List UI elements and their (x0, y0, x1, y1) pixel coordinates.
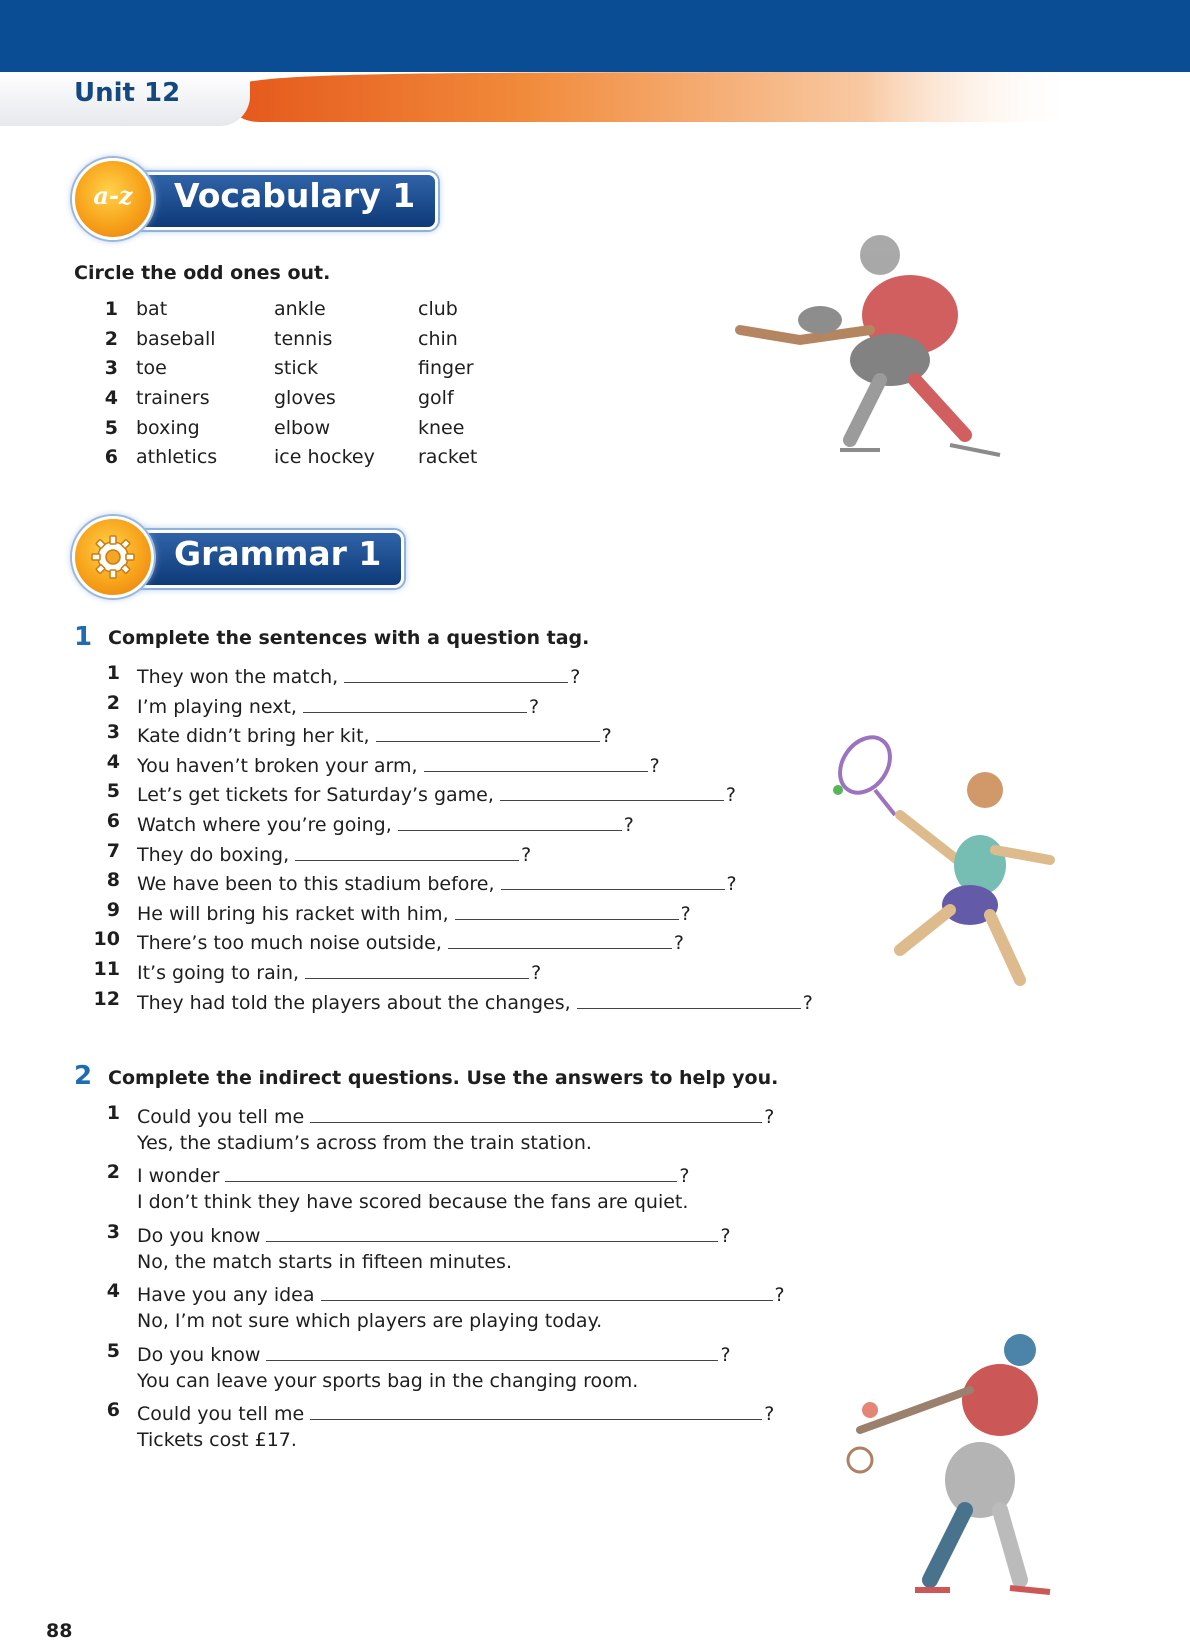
item-number: 4 (104, 387, 118, 409)
sentence-end: ? (601, 725, 612, 747)
question-end: ? (764, 1106, 775, 1128)
item-number: 1 (106, 1102, 120, 1124)
item-number: 8 (106, 869, 120, 891)
az-icon (72, 158, 154, 240)
unit-label: Unit 12 (74, 78, 181, 108)
question-stem: Could you tell me (137, 1106, 305, 1128)
item-number: 11 (93, 958, 120, 980)
exercise-1-number: 1 (74, 622, 93, 652)
sentence-end: ? (531, 962, 542, 984)
tennis-player-illustration (820, 720, 1120, 1020)
word[interactable]: finger (418, 357, 474, 379)
answer-blank[interactable] (455, 899, 679, 920)
item-number: 10 (93, 928, 120, 950)
word[interactable]: elbow (274, 417, 331, 439)
answer-blank[interactable] (424, 751, 648, 772)
answer-hint: You can leave your sports bag in the changing room. (137, 1370, 639, 1392)
exercise-1-instruction: Complete the sentences with a question tag. (108, 627, 590, 649)
word[interactable]: toe (136, 357, 167, 379)
baseball-player-illustration (840, 1320, 1080, 1610)
item-number: 7 (106, 840, 120, 862)
answer-blank[interactable] (225, 1161, 677, 1182)
sentence-text: There’s too much noise outside, (137, 932, 442, 954)
item-number: 6 (106, 810, 120, 832)
answer-blank[interactable] (321, 1280, 773, 1301)
question-stem: Have you any idea (137, 1284, 315, 1306)
item-number: 2 (104, 328, 118, 350)
word[interactable]: athletics (136, 446, 218, 468)
answer-blank[interactable] (303, 692, 527, 713)
sentence-text: You haven’t broken your arm, (137, 755, 418, 777)
sentence-end: ? (725, 784, 736, 806)
answer-blank[interactable] (577, 988, 801, 1009)
word[interactable]: golf (418, 387, 454, 409)
item-number: 4 (106, 1280, 120, 1302)
word[interactable]: boxing (136, 417, 200, 439)
answer-blank[interactable] (310, 1399, 762, 1420)
answer-blank[interactable] (344, 662, 568, 683)
word[interactable]: tennis (274, 328, 333, 350)
answer-hint: Tickets cost £17. (137, 1429, 297, 1451)
word[interactable]: baseball (136, 328, 216, 350)
question-end: ? (720, 1225, 731, 1247)
question-end: ? (679, 1165, 690, 1187)
item-number: 3 (104, 357, 118, 379)
sentence-text: They won the match, (137, 666, 339, 688)
word[interactable]: racket (418, 446, 478, 468)
item-number: 2 (106, 1161, 120, 1183)
question-end: ? (774, 1284, 785, 1306)
sentence-end: ? (726, 873, 737, 895)
exercise-2-instruction: Complete the indirect questions. Use the answers to help you. (108, 1067, 779, 1089)
word[interactable]: bat (136, 298, 168, 320)
sentence-text: Kate didn’t bring her kit, (137, 725, 370, 747)
question-stem: Could you tell me (137, 1403, 305, 1425)
answer-hint: No, I’m not sure which players are playing today. (137, 1310, 603, 1332)
question-stem: I wonder (137, 1165, 220, 1187)
answer-blank[interactable] (295, 840, 519, 861)
sentence-text: They had told the players about the changes, (137, 992, 571, 1014)
answer-blank[interactable] (501, 869, 725, 890)
sentence-end: ? (528, 696, 540, 718)
item-number: 1 (104, 298, 118, 320)
answer-blank[interactable] (305, 958, 529, 979)
vocabulary-heading (72, 158, 442, 238)
ice-hockey-player-illustration (720, 220, 1070, 470)
question-stem: Do you know (137, 1225, 261, 1247)
item-number: 5 (104, 417, 118, 439)
answer-hint: I don’t think they have scored because the fans are quiet. (137, 1191, 689, 1213)
word[interactable]: chin (418, 328, 458, 350)
vocabulary-instruction: Circle the odd ones out. (74, 262, 331, 284)
word[interactable]: stick (274, 357, 319, 379)
grammar-heading (72, 516, 412, 596)
sentence-end: ? (570, 666, 581, 688)
answer-blank[interactable] (398, 810, 622, 831)
item-number: 2 (106, 692, 120, 714)
answer-blank[interactable] (310, 1102, 762, 1123)
sentence-text: I’m playing next, (137, 696, 297, 718)
word[interactable]: trainers (136, 387, 210, 409)
item-number: 12 (93, 988, 120, 1010)
item-number: 5 (106, 1340, 120, 1362)
answer-blank[interactable] (448, 928, 672, 949)
item-number: 4 (106, 751, 120, 773)
sentence-text: It’s going to rain, (137, 962, 300, 984)
answer-blank[interactable] (500, 780, 724, 801)
sentence-text: We have been to this stadium before, (137, 873, 495, 895)
item-number: 5 (106, 780, 120, 802)
answer-hint: Yes, the stadium’s across from the train station. (137, 1132, 592, 1154)
word[interactable]: ankle (274, 298, 326, 320)
sentence-end: ? (521, 844, 532, 866)
item-number: 3 (106, 1221, 120, 1243)
answer-blank[interactable] (266, 1340, 718, 1361)
grammar-title: Grammar 1 (174, 534, 382, 573)
word[interactable]: gloves (274, 387, 336, 409)
vocabulary-title: Vocabulary 1 (174, 176, 416, 215)
item-number: 1 (106, 662, 120, 684)
item-number: 6 (106, 1399, 120, 1421)
page-number: 88 (46, 1620, 73, 1642)
sentence-text: They do boxing, (137, 844, 290, 866)
gear-icon (72, 516, 154, 598)
gear-icon-graphic (75, 519, 151, 595)
item-number: 3 (106, 721, 120, 743)
sentence-end: ? (673, 932, 684, 954)
az-icon-text: a-z (93, 181, 133, 210)
sentence-end: ? (649, 755, 660, 777)
word[interactable]: knee (418, 417, 465, 439)
question-end: ? (764, 1403, 775, 1425)
sentence-end: ? (680, 903, 691, 925)
answer-blank[interactable] (376, 721, 600, 742)
sentence-end: ? (623, 814, 634, 836)
question-end: ? (720, 1344, 731, 1366)
exercise-2-number: 2 (74, 1061, 93, 1091)
sentence-text: He will bring his racket with him, (137, 903, 449, 925)
item-number: 6 (104, 446, 118, 468)
item-number: 9 (106, 899, 120, 921)
answer-blank[interactable] (266, 1221, 718, 1242)
answer-hint: No, the match starts in fifteen minutes. (137, 1251, 512, 1273)
word[interactable]: club (418, 298, 458, 320)
sentence-end: ? (802, 992, 813, 1014)
word[interactable]: ice hockey (274, 446, 375, 468)
header-band (0, 0, 1190, 72)
sentence-text: Watch where you’re going, (137, 814, 392, 836)
question-stem: Do you know (137, 1344, 261, 1366)
sentence-text: Let’s get tickets for Saturday’s game, (137, 784, 494, 806)
